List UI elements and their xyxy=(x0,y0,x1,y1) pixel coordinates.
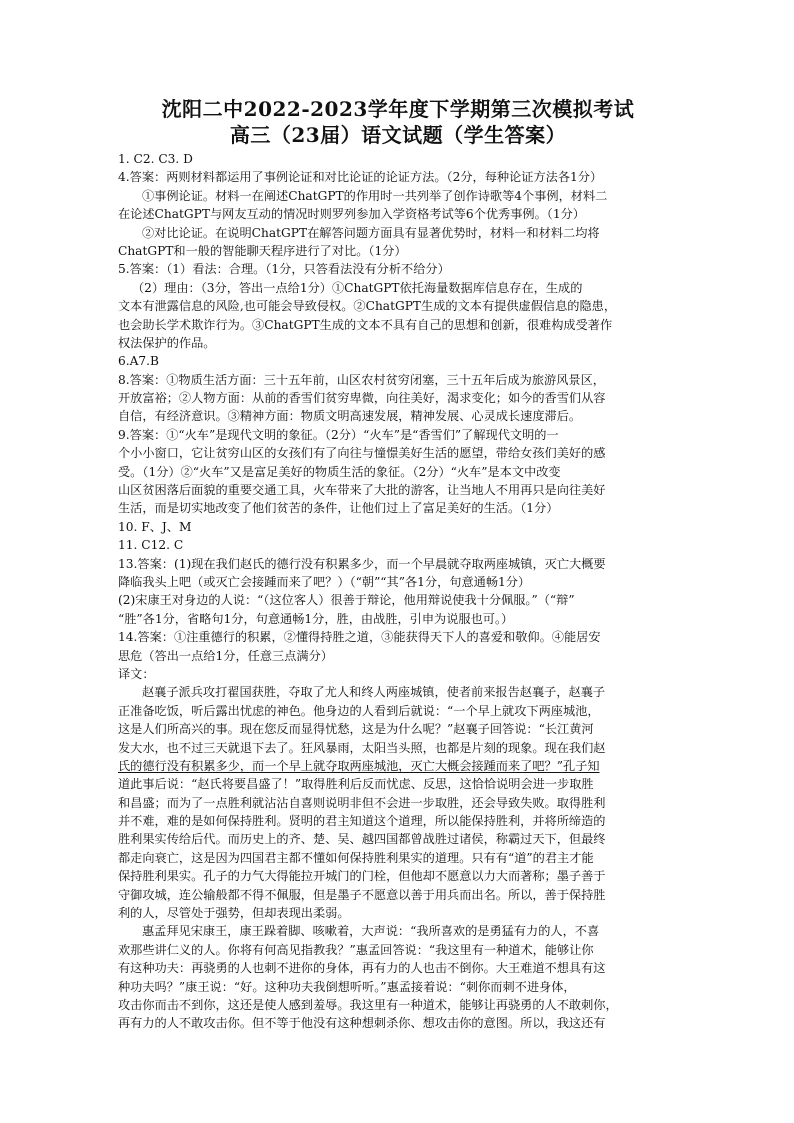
translation-line: 赵襄子派兵攻打翟国获胜，夺取了尤人和终人两座城镇，使者前来报告赵襄子，赵襄子 xyxy=(142,685,606,700)
answer-line: 5.答案：（1）看法：合理。（1分，只答看法没有分析不给分） xyxy=(118,262,450,277)
answer-line: 个小小窗口，它让贫穷山区的女孩们有了向往与憧憬美好生活的愿望，带给女孩们美好的感 xyxy=(118,446,606,461)
answer-line: 生活，而是切实地改变了他们贫苦的条件，让他们过上了富足美好的生活。（1分） xyxy=(118,501,559,516)
answer-line: 开放富裕；②人物方面：从前的香雪们贫穷卑微，向往美好，渴求变化；如今的香雪们从容 xyxy=(118,391,606,406)
answer-line: 文本有泄露信息的风险,也可能会导致侵权。②ChatGPT生成的文本有提供虚假信息的隐患， xyxy=(118,299,617,314)
translation-line: 惠孟拜见宋康王，康王跺着脚、咳嗽着，大声说：“我所喜欢的是勇猛有力的人，不喜 xyxy=(142,924,600,939)
answer-line: (2)宋康王对身边的人说：“（这位客人）很善于辩论，他用辩说使我十分佩服。”（“辩” xyxy=(118,593,575,608)
answer-line: 受。（1分）②“火车”又是富足美好的物质生活的象征。（2分）“火车”是本文中改变 xyxy=(118,464,561,479)
document-title: 沈阳二中2022-2023学年度下学期第三次模拟考试 xyxy=(161,97,635,121)
answer-line: 6.A7.B xyxy=(118,354,160,369)
translation-line: 发大水，也不过三天就退下去了。狂风暴雨，太阳当头照，也都是片刻的现象。现在我们赵 xyxy=(118,740,606,755)
translation-line: 利的人，尽管处于强势，但却表现出柔弱。 xyxy=(118,906,350,921)
translation-line: 保持胜利果实。孔子的力气大得能拉开城门的门栓，但他却不愿意以力大而著称；墨子善于 xyxy=(118,869,606,884)
document-subtitle: 高三（23届）语文试题（学生答案） xyxy=(229,123,567,147)
answer-line: “胜”各1分，省略句1分，句意通畅1分，胜，由战胜，引申为说服也可。） xyxy=(118,611,514,626)
translation-line: 并不难，难的是如何保持胜利。贤明的君主知道这个道理，所以能保持胜利，并将所缔造的 xyxy=(118,814,606,829)
answer-line: 权法保护的作品。 xyxy=(118,335,216,350)
answer-line: 1. C2. C3. D xyxy=(118,152,193,166)
translation-line: 这是人们所高兴的事。现在您反而显得忧愁，这是为什么呢？”赵襄子回答说：“长江黄河 xyxy=(118,722,594,737)
translation-line: 有这种功夫：再骁勇的人也刺不进你的身体，再有力的人也击不倒你。大王难道不想具有这 xyxy=(118,961,606,976)
translation-line-underlined: 氏的德行没有积累多少，而一个早上就夺取两座城池，灭亡大概会接踵而来了吧？”孔子知 xyxy=(118,758,600,773)
answer-line: 8.答案：①物质生活方面：三十五年前，山区农村贫穷闭塞，三十五年后成为旅游风景区， xyxy=(118,372,605,387)
answer-line: ①事例论证。材料一在阐述ChatGPT的作用时一共列举了创作诗歌等4个事例，材料二 xyxy=(142,188,608,203)
translation-line: 欢那些讲仁义的人。你将有何高见指教我？”惠孟回答说：“我这里有一种道术，能够让你 xyxy=(118,942,594,957)
answer-line: 自信，有经济意识。③精神方面：物质文明高速发展，精神发展、心灵成长速度滞后。 xyxy=(118,409,582,424)
answer-line: ②对比论证。在说明ChatGPT在解答问题方面具有显著优势时，材料一和材料二均将 xyxy=(142,225,600,240)
answer-line: 思危（答出一点给1分，任意三点满分） xyxy=(118,648,333,663)
answer-line: 山区贫困落后面貌的重要交通工具，火车带来了大批的游客，让当地人不用再只是向往美好 xyxy=(118,483,606,498)
answer-line: 11. C12. C xyxy=(118,538,184,553)
translation-line: 守御攻城，连公输般都不得不佩服，但是墨子不愿意以善于用兵而出名。所以，善于保持胜 xyxy=(118,887,606,902)
translation-line: 道此事后说：“赵氏将要昌盛了！”取得胜利后反而忧虑、反思，这恰恰说明会进一步取胜 xyxy=(118,777,594,792)
answer-body xyxy=(118,150,678,1033)
translation-line: 都走向衰亡，这是因为四国君主都不懂如何保持胜利果实的道理。只有有“道”的君主才能 xyxy=(118,850,594,865)
answer-line: 也会助长学术欺诈行为。③ChatGPT生成的文本不具有自己的思想和创新，很难构成受著作 xyxy=(118,317,613,332)
answer-line: 4.答案：两则材料都运用了事例论证和对比论证的论证方法。（2分，每种论证方法各1分） xyxy=(118,170,603,185)
answer-sheet-page xyxy=(118,96,678,1033)
translation-line: 和昌盛；而为了一点胜利就沾沾自喜则说明非但不会进一步取胜，还会导致失败。取得胜利 xyxy=(118,795,606,810)
answer-line: 9.答案：①“火车”是现代文明的象征。（2分）“火车”是“香雪们”了解现代文明的一 xyxy=(118,427,559,442)
translation-line: 种功夫吗？”康王说：“好。这种功夫我倒想听听。”惠孟接着说：“刺你而刺不进身体， xyxy=(118,979,576,994)
answer-line: 10. F、J、M xyxy=(118,519,192,534)
answer-line: 降临我头上吧（或灭亡会接踵而来了吧？）（“朝”“其”各1分，句意通畅1分） xyxy=(118,574,531,589)
translation-line: 胜利果实传给后代。而历史上的齐、楚、吴、越四国都曾战胜过诸侯，称霸过天下，但最终 xyxy=(118,832,606,847)
translation-heading: 译文： xyxy=(118,666,155,681)
translation-line: 再有力的人不敢攻击你。但不等于他没有这种想刺杀你、想攻击你的意图。所以，我这还有 xyxy=(118,1016,606,1031)
answer-line: 在论述ChatGPT与网友互动的情况时则罗列参加入学资格考试等6个优秀事例。（1分） xyxy=(118,207,585,222)
answer-line: （2）理由：（3分，答出一点给1分）①ChatGPT依托海量数据库信息存在，生成的 xyxy=(132,280,583,295)
translation-line: 正准备吃饭，听后露出忧虑的神色。他身边的人看到后就说：“一个早上就攻下两座城池， xyxy=(118,703,600,718)
answer-line: ChatGPT和一般的智能聊天程序进行了对比。（1分） xyxy=(118,243,407,258)
translation-line: 攻击你而击不到你，这还是使人感到羞辱。我这里有一种道术，能够让再骁勇的人不敢刺你， xyxy=(118,997,618,1012)
answer-line: 13.答案：(1)现在我们赵氏的德行没有积累多少，而一个早晨就夺取两座城镇，灭亡大概要 xyxy=(118,556,606,571)
answer-line: 14.答案：①注重德行的积累，②懂得持胜之道，③能获得天下人的喜爱和敬仰。④能居安 xyxy=(118,630,601,645)
